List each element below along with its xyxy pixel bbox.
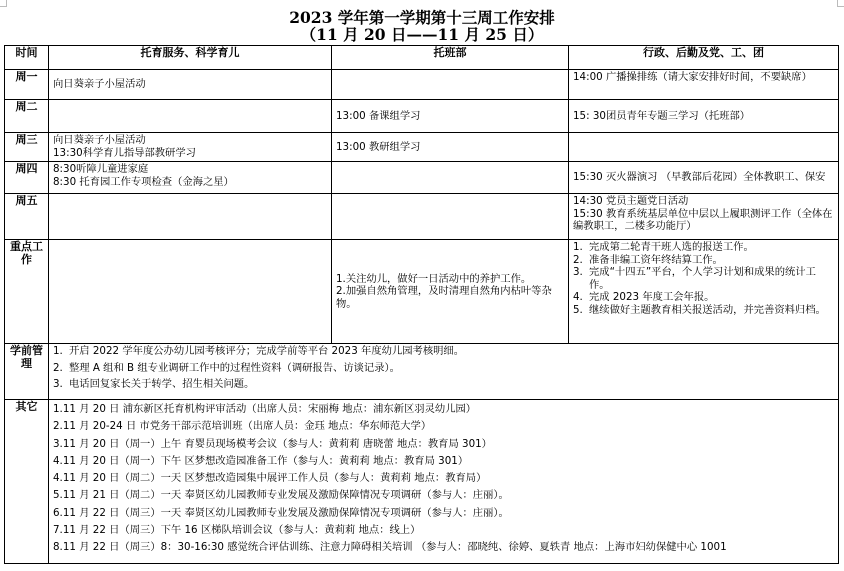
cell-nursery [332, 133, 569, 162]
header-nursery-dept: 托班部 [332, 46, 569, 70]
schedule-item: 8:30听障儿童进家庭 [53, 163, 149, 175]
list-item [573, 266, 834, 291]
list-text: 完成“十四五”平台，个人学习计划和成果的统计工作。 [589, 266, 816, 291]
list-text: 电话回复家长关于转学、招生相关问题。 [69, 378, 255, 390]
schedule-item: 14:30 党员主题党日活动 [573, 195, 689, 207]
schedule-item: 15: 30团员青年专题三学习（托班部） [573, 109, 751, 122]
cell-childcare [49, 194, 332, 240]
row-focus-work [5, 240, 839, 344]
page-corner-mark-right [837, 0, 844, 7]
row-thursday [5, 162, 839, 194]
cell-childcare [49, 162, 332, 194]
list-item [573, 241, 834, 254]
section-label: 学前管理 [5, 344, 49, 400]
cell-nursery [332, 240, 569, 344]
other-item: 8.11 月 22 日（周三）8：30-16:30 感觉统合评估训练、注意力障碍相关培训 （参与人：邵晓纯、徐婷、夏轶青 地点：上海市妇幼保健中心 1001 [53, 541, 727, 554]
page-corner-mark-left [0, 0, 7, 7]
section-label: 其它 [5, 400, 49, 564]
header-time: 时间 [5, 46, 49, 70]
cell-admin [569, 240, 839, 344]
day-label: 周三 [5, 133, 49, 162]
list-number: 2. [573, 253, 583, 266]
cell-admin [569, 133, 839, 162]
schedule-item: 8:30 托育园工作专项检查（金海之星） [53, 175, 234, 188]
day-label: 周一 [5, 70, 49, 100]
list-number: 5. [573, 303, 583, 316]
row-wednesday [5, 133, 839, 162]
row-tuesday [5, 100, 839, 133]
schedule-table [4, 45, 839, 564]
list-number: 2. [53, 361, 63, 374]
other-item: 4.11 月 20 日（周一）下午 区梦想改造园准备工作（参与人：黄莉莉 地点：教育局 301） [53, 454, 469, 467]
other-item: 1.11 月 20 日 浦东新区托育机构评审活动（出席人员：宋丽梅 地点：浦东新区羽灵幼儿园） [53, 403, 477, 415]
cell-nursery [332, 100, 569, 133]
schedule-item: 13:30科学育儿指导部教研学习 [53, 146, 196, 159]
list-text: 继续做好主题教育相关报送活动，并完善资料归档。 [589, 303, 826, 316]
schedule-item: 15:30 灭火器演习 （早教部后花园）全体教职工、保安 [573, 171, 826, 184]
list-item [573, 254, 834, 267]
other-item: 6.11 月 22 日（周三）一天 奉贤区幼儿园教师专业发展及激励保障情况专项调研（参与人：庄丽）。 [53, 506, 509, 519]
list-text: 完成第二轮青干班人选的报送工作。 [589, 241, 754, 253]
row-preschool-management [5, 344, 839, 400]
cell-nursery [332, 162, 569, 194]
header-childcare-services: 托育服务、科学育儿 [49, 46, 332, 70]
document-title: 2023 学年第一学期第十三周工作安排 [289, 8, 555, 27]
section-label: 重点工作 [5, 240, 49, 344]
day-label: 周四 [5, 162, 49, 194]
cell-preschool [49, 344, 839, 400]
schedule-item: 13:00 教研组学习 [336, 140, 421, 153]
list-text: 完成 2023 年度工会年报。 [589, 291, 715, 303]
list-item [53, 378, 834, 391]
list-item [573, 304, 834, 317]
list-item [573, 291, 834, 304]
schedule-item: 向日葵亲子小屋活动 [53, 134, 146, 146]
list-text: 准备非编工资年终结算工作。 [589, 253, 723, 266]
focus-item: 2.加强自然角管理，及时清理自然角内枯叶等杂物。 [336, 285, 552, 310]
list-item [53, 362, 834, 375]
cell-other [49, 400, 839, 564]
row-friday [5, 194, 839, 240]
cell-childcare [49, 133, 332, 162]
schedule-item: 15:30 教育系统基层单位中层以上履职测评工作（全体在编教职工，二楼多功能厅） [573, 207, 833, 232]
list-number: 1. [53, 345, 63, 357]
other-item: 2.11 月 20-24 日 市党务干部示范培训班（出席人员：金珏 地点：华东师范大学） [53, 420, 432, 433]
list-number: 4. [573, 291, 583, 303]
cell-admin [569, 70, 839, 100]
list-number: 3. [573, 266, 583, 278]
schedule-item: 14:00 广播操排练（请大家安排好时间，不要缺席） [573, 71, 812, 83]
focus-admin-list [573, 241, 834, 316]
other-item: 7.11 月 22 日（周三）下午 16 区梯队培训会议（参与人：黄莉莉 地点：线上） [53, 524, 421, 537]
list-number: 3. [53, 378, 63, 390]
document-date-range: （11 月 20 日——11 月 25 日） [300, 25, 544, 44]
header-row [5, 46, 839, 70]
cell-admin [569, 162, 839, 194]
preschool-list [53, 345, 834, 391]
cell-nursery [332, 70, 569, 100]
cell-childcare [49, 100, 332, 133]
list-text: 整理 A 组和 B 组专业调研工作中的过程性资料（调研报告、访谈记录）。 [69, 361, 400, 374]
schedule-item: 向日葵亲子小屋活动 [53, 78, 146, 91]
list-text: 开启 2022 学年度公办幼儿园考核评分；完成学前等平台 2023 年度幼儿园考核明细。 [69, 345, 465, 357]
other-item: 3.11 月 20 日（周一）上午 育婴员现场模考会议（参与人：黄莉莉 唐晓蕾 地点：教育局 301） [53, 437, 492, 450]
other-item: 5.11 月 21 日（周二）一天 奉贤区幼儿园教师专业发展及激励保障情况专项调研（参与人：庄丽）。 [53, 489, 509, 502]
other-item: 4.11 月 20 日（周二）一天 区梦想改造园集中展评工作人员（参与人：黄莉莉 地点：教育局） [53, 472, 487, 485]
cell-childcare [49, 240, 332, 344]
cell-admin [569, 100, 839, 133]
list-number: 1. [573, 241, 583, 253]
focus-item: 1.关注幼儿，做好一日活动中的养护工作。 [336, 272, 532, 285]
cell-nursery [332, 194, 569, 240]
row-other [5, 400, 839, 564]
list-item [53, 345, 834, 358]
header-admin-logistics: 行政、后勤及党、工、团 [569, 46, 839, 70]
day-label: 周二 [5, 100, 49, 133]
cell-admin [569, 194, 839, 240]
cell-childcare [49, 70, 332, 100]
row-monday [5, 70, 839, 100]
day-label: 周五 [5, 194, 49, 240]
schedule-item: 13:00 备课组学习 [336, 109, 421, 122]
